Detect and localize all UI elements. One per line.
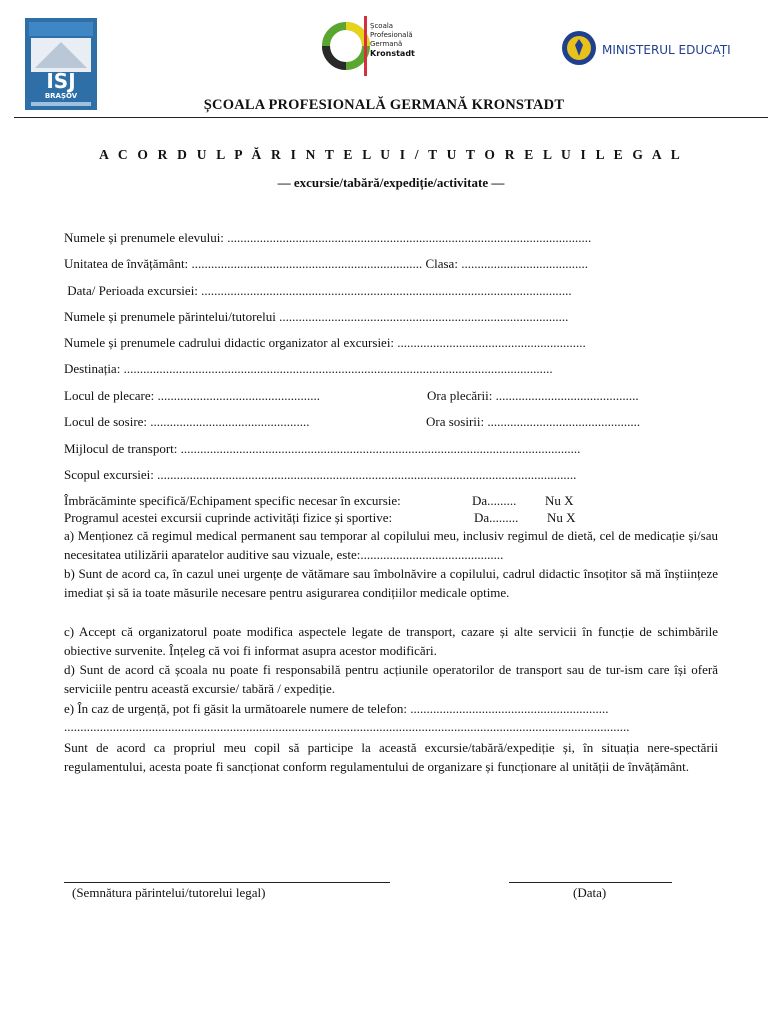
clause-b: b) Sunt de acord ca, în cazul unei urgențe de vătămare sau îmbolnăvire a copilului, cadrul didactic însoțitor să mă înștiințeze imediat și să ia toate măsurile necesare pentru asigurarea condițiilor medicale optime.: [64, 566, 718, 600]
field-purpose: [64, 467, 576, 483]
physical-no-option[interactable]: Nu X: [547, 510, 576, 525]
student-name-input[interactable]: ................................................................................................................: [227, 230, 592, 245]
ministry-logo: [560, 28, 730, 68]
medical-regime-input[interactable]: ............................................: [360, 547, 504, 562]
svg-text:Școala: Școala: [370, 22, 394, 30]
date-label: (Data): [573, 885, 607, 900]
field-label: Data/ Perioada excursiei:: [64, 283, 198, 298]
field-label: Clasa:: [425, 256, 458, 271]
question-label: Îmbrăcăminte specifică/Echipament specific necesar în excursie:: [64, 493, 401, 508]
svg-text:MINISTERUL EDUCAȚIEI: MINISTERUL EDUCAȚIEI: [602, 43, 730, 57]
field-label: Numele și prenumele părintelui/tutorelui: [64, 309, 276, 324]
arrival-time-input[interactable]: ...............................................: [487, 414, 641, 429]
clause-e: [64, 699, 724, 718]
field-label: Ora sosirii:: [426, 414, 485, 429]
field-label: Destinația:: [64, 361, 121, 376]
equipment-yes-option[interactable]: Da.........: [472, 493, 517, 508]
field-destination: [64, 361, 553, 377]
teacher-name-input[interactable]: ..........................................................: [397, 335, 586, 350]
school-name: ȘCOALA PROFESIONALĂ GERMANĂ KRONSTADT: [203, 97, 565, 113]
school-logo: [320, 16, 430, 76]
svg-text:Germană: Germană: [370, 40, 403, 48]
field-label: Numele și prenumele elevului:: [64, 230, 224, 245]
departure-time-input[interactable]: ............................................: [495, 388, 639, 403]
departure-place-input[interactable]: ..................................................: [157, 388, 320, 403]
clause-c: c) Accept că organizatorul poate modifica aspectele legate de transport, cazare și alte servicii în funcție de schimbările obiective survenite. Înțeleg că voi fi informat asupra acestor modificări.: [64, 624, 718, 658]
equipment-no-option[interactable]: Nu X: [545, 493, 574, 508]
physical-yes-option[interactable]: Da.........: [474, 510, 519, 525]
phone-number-input[interactable]: .............................................................: [410, 701, 609, 716]
transport-input[interactable]: ...........................................................................................................................: [180, 441, 581, 456]
field-student-name: [64, 230, 591, 246]
field-departure-place: [64, 388, 320, 404]
question-equipment: [64, 493, 401, 509]
svg-text:Kronstadt: Kronstadt: [370, 49, 415, 58]
document-subtitle: — excursie/tabără/expediție/activitate —: [277, 175, 505, 190]
field-transport: [64, 441, 580, 457]
parent-name-input[interactable]: .........................................................................................: [279, 309, 569, 324]
field-label: Mijlocul de transport:: [64, 441, 178, 456]
agreement-paragraph: Sunt de acord ca propriul meu copil să participe la această excursie/tabără/expediție și, în situația nere-spectării regulamentului, acesta poate fi sancționat conform regulamentului de organizare și funcționare al unității de învățământ.: [64, 740, 718, 774]
field-label: Numele și prenumele cadrului didactic organizator al excursiei:: [64, 335, 395, 350]
svg-text:BRAȘOV: BRAȘOV: [44, 92, 78, 100]
field-school-unit: [64, 256, 588, 272]
arrival-place-input[interactable]: .................................................: [150, 414, 310, 429]
clause-a: [64, 526, 718, 564]
trip-period-input[interactable]: ..................................................................................................................: [201, 283, 572, 298]
parent-signature-line[interactable]: [64, 882, 390, 883]
field-label: Ora plecării:: [427, 388, 493, 403]
clause-d: d) Sunt de acord că școala nu poate fi responsabilă pentru acțiunile operatorilor de transport sau de tur-ism care își oferă serviciile pentru această excursie/ tabără / expediție.: [64, 662, 718, 696]
class-input[interactable]: .......................................: [461, 256, 588, 271]
document-title: A C O R D U L P Ă R I N T E L U I / T U T O R E L U I L E G A L: [99, 147, 683, 162]
school-unit-input[interactable]: .......................................................................: [191, 256, 423, 271]
phone-number-continuation[interactable]: ..............................................................................................................................................................................: [64, 719, 630, 734]
header-divider: [14, 117, 768, 118]
field-label: Unitatea de învățământ:: [64, 256, 189, 271]
field-label: Locul de sosire:: [64, 414, 148, 429]
field-departure-time: [427, 388, 639, 404]
field-label: Locul de plecare:: [64, 388, 155, 403]
field-label: Scopul excursiei:: [64, 467, 154, 482]
field-teacher-name: [64, 335, 586, 351]
question-physical: [64, 510, 392, 526]
clause-a-text: a) Menționez că regimul medical permanent sau temporar al copilului meu, inclusiv regimul de dietă, cel de medicație și/sau necesitatea utilizării aparatelor auditive sau vizuale, este:: [64, 528, 718, 562]
purpose-input[interactable]: .................................................................................................................................: [157, 467, 577, 482]
parent-signature-label: (Semnătura părintelui/tutorelui legal): [72, 885, 266, 900]
field-parent-name: [64, 309, 568, 325]
field-arrival-time: [426, 414, 640, 430]
destination-input[interactable]: ....................................................................................................................................: [123, 361, 553, 376]
clause-e-text: e) În caz de urgență, pot fi găsit la următoarele numere de telefon:: [64, 701, 408, 716]
field-trip-period: [64, 283, 572, 299]
svg-text:ISJ: ISJ: [46, 69, 76, 93]
question-label: Programul acestei excursii cuprinde activități fizice și sportive:: [64, 510, 393, 525]
date-line[interactable]: [509, 882, 672, 883]
svg-text:Profesională: Profesională: [370, 31, 413, 39]
field-arrival-place: [64, 414, 310, 430]
